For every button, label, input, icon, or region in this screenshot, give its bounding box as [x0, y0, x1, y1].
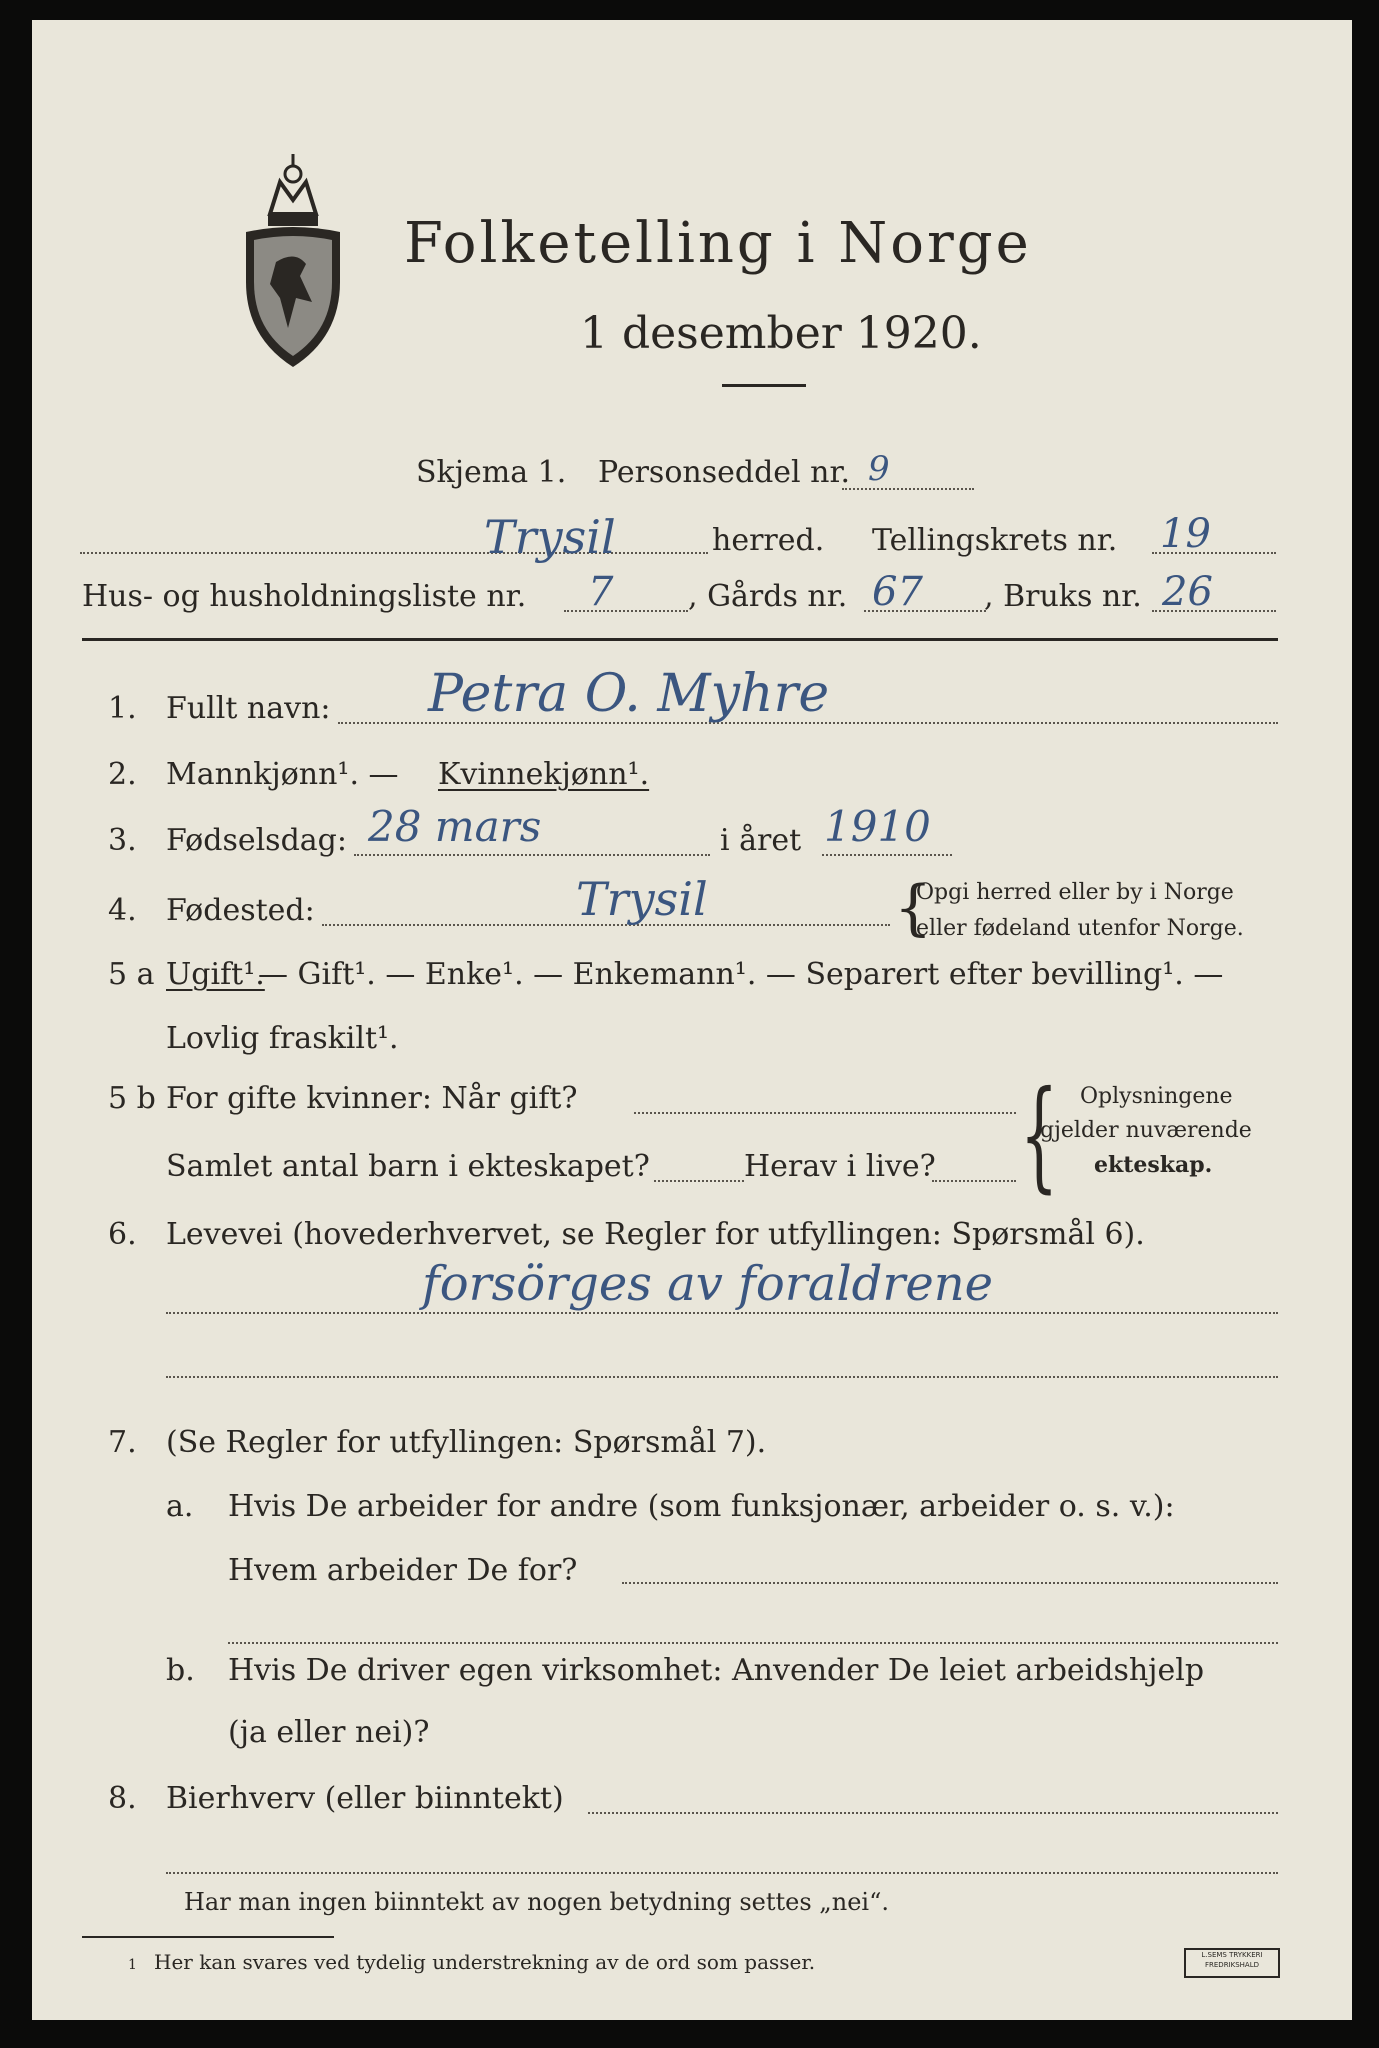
q1-label: Fullt navn: [166, 691, 331, 726]
tellingskrets-value: 19 [1160, 511, 1211, 557]
q5b-alive-line [932, 1180, 1016, 1182]
q6-label: Levevei (hovederhvervet, se Regler for utfyllingen: Spørsmål 6). [166, 1217, 1145, 1252]
husholdningsliste-value: 7 [588, 569, 614, 615]
q6-line-1 [166, 1312, 1278, 1314]
q1-value: Petra O. Myhre [428, 664, 830, 724]
gards-value: 67 [872, 569, 923, 615]
printer-stamp-line-2: FREDRIKSHALD [1204, 1961, 1259, 1969]
personseddel-label: Personseddel nr. [598, 455, 851, 490]
footnote-divider [82, 1936, 334, 1938]
printer-stamp-line-1: L.SEMS TRYKKERI [1201, 1951, 1263, 1959]
q3-year-label: i året [720, 823, 802, 858]
form-title: Folketelling i Norge [404, 211, 1032, 276]
q7a-letter: a. [166, 1489, 194, 1524]
q5b-children-line [654, 1180, 744, 1182]
q5a-options-cont: Lovlig fraskilt¹. [166, 1021, 399, 1056]
q4-brace: { [894, 873, 933, 943]
q5b-note-1: Oplysningene [1080, 1084, 1233, 1109]
q7-number: 7. [108, 1425, 137, 1460]
q3-day-value: 28 mars [368, 802, 542, 851]
herred-value: Trysil [484, 510, 616, 564]
q5b-brace: { [1020, 1066, 1059, 1205]
printer-stamp [1184, 1948, 1280, 1978]
q5b-married-line [634, 1112, 1016, 1114]
q7b-label: Hvis De driver egen virksomhet: Anvender De leiet arbeidshjelp [228, 1653, 1205, 1688]
q7-label: (Se Regler for utfyllingen: Spørsmål 7). [166, 1425, 767, 1460]
q6-number: 6. [108, 1217, 137, 1252]
coat-of-arms-icon [240, 152, 346, 372]
q3-number: 3. [108, 823, 137, 858]
q5a-number: 5 a [108, 957, 155, 992]
q1-number: 1. [108, 691, 137, 726]
q4-number: 4. [108, 893, 137, 928]
q5a-options: — Gift¹. — Enke¹. — Enkemann¹. — Separert efter bevilling¹. — [258, 957, 1224, 992]
tellingskrets-label: Tellingskrets nr. [872, 523, 1118, 558]
q4-value: Trysil [576, 872, 708, 926]
q6-line-2 [166, 1376, 1278, 1378]
q3-label: Fødselsdag: [166, 823, 347, 858]
schema-label: Skjema 1. [416, 455, 567, 490]
personseddel-line [842, 488, 974, 490]
q8-label: Bierhverv (eller biinntekt) [166, 1781, 564, 1816]
footnote-mark: 1 [128, 1957, 137, 1973]
q2-number: 2. [108, 757, 137, 792]
q2-male: Mannkjønn¹. — [166, 757, 399, 792]
bruks-label: , Bruks nr. [984, 579, 1142, 614]
title-divider [722, 384, 806, 387]
herred-label: herred. [712, 523, 825, 558]
q8-line-1 [588, 1812, 1278, 1814]
q4-label: Fødested: [166, 893, 315, 928]
q5b-note-3: ekteskap. [1094, 1152, 1213, 1178]
q2-female: Kvinnekjønn¹. [438, 757, 650, 792]
form-date: 1 desember 1920. [580, 308, 982, 359]
husholdningsliste-line [564, 610, 688, 612]
q5b-children-label: Samlet antal barn i ekteskapet? [166, 1149, 650, 1184]
bruks-value: 26 [1162, 569, 1213, 615]
q4-note-2: eller fødeland utenfor Norge. [916, 916, 1244, 941]
q7b-options: (ja eller nei)? [228, 1715, 430, 1750]
q7b-letter: b. [166, 1653, 195, 1688]
q7a-label: Hvis De arbeider for andre (som funksjonær, arbeider o. s. v.): [228, 1489, 1175, 1524]
q4-note-1: Opgi herred eller by i Norge [916, 880, 1234, 905]
husholdningsliste-label: Hus- og husholdningsliste nr. [82, 579, 527, 614]
header-divider [82, 638, 1278, 641]
q5a-ugift: Ugift¹. [166, 957, 265, 992]
q3-year-line [822, 854, 952, 856]
q5b-label: For gifte kvinner: Når gift? [166, 1081, 578, 1116]
q8-line-2 [166, 1872, 1278, 1874]
footnote-text: Her kan svares ved tydelig understrekning av de ord som passer. [154, 1950, 816, 1974]
q7a-line-2 [228, 1642, 1278, 1644]
personseddel-value: 9 [868, 449, 890, 489]
q8-number: 8. [108, 1781, 137, 1816]
gards-label: , Gårds nr. [688, 579, 848, 614]
q5b-number: 5 b [108, 1081, 156, 1116]
q3-day-line [354, 854, 710, 856]
q6-value: forsörges av foraldrene [422, 1256, 994, 1312]
census-form [32, 20, 1352, 2020]
q7a-line-1 [622, 1582, 1278, 1584]
q3-year-value: 1910 [824, 802, 931, 851]
q7a-question: Hvem arbeider De for? [228, 1553, 578, 1588]
q8-note: Har man ingen biinntekt av nogen betydning settes „nei“. [184, 1888, 889, 1916]
q5b-alive-label: Herav i live? [744, 1149, 936, 1184]
q5b-note-2: gjelder nuværende [1040, 1118, 1252, 1143]
